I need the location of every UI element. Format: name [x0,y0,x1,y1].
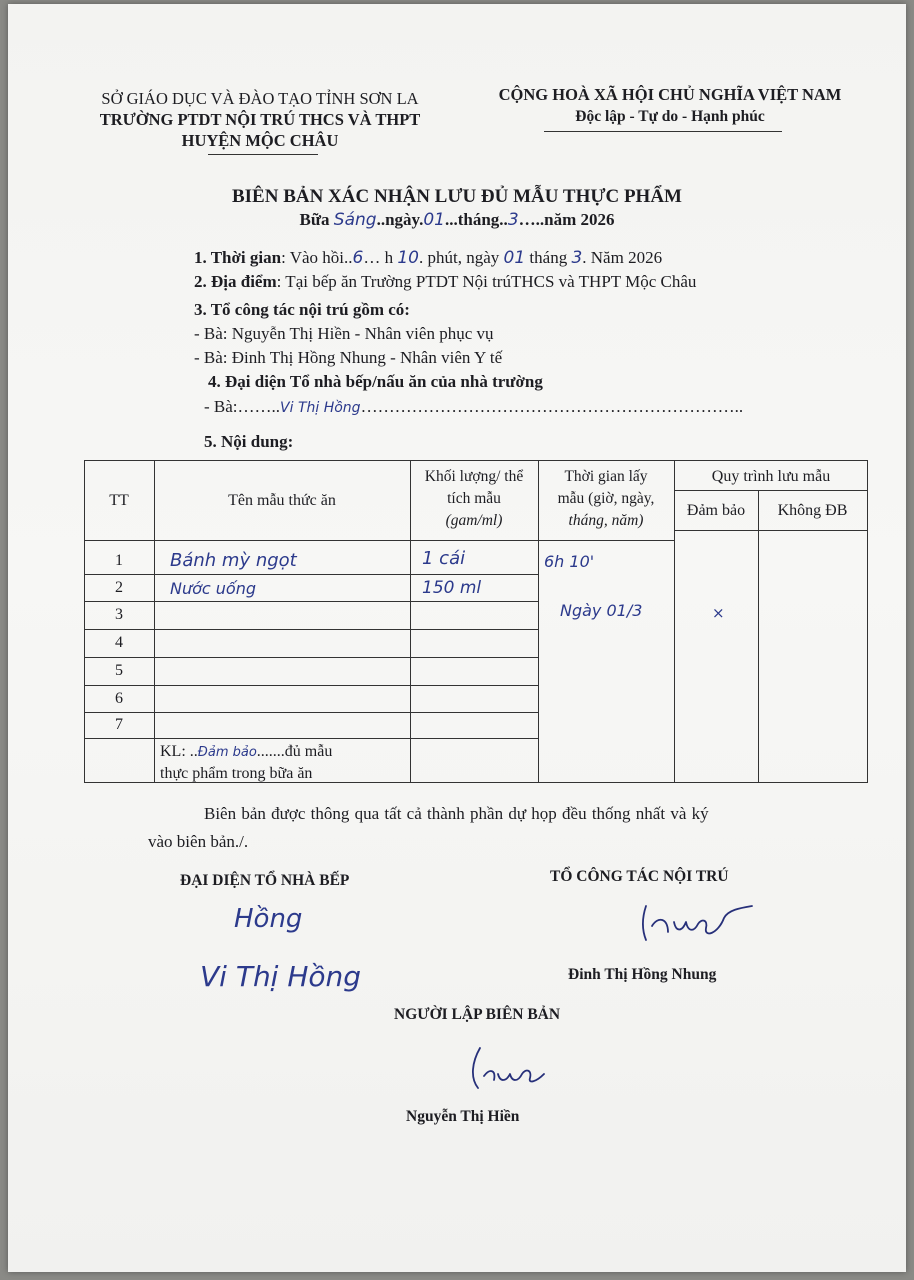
table-line [84,460,868,461]
document-subtitle [8,210,906,230]
hour-value: 6 [352,248,364,268]
row-number: 2 [115,579,123,596]
kitchen-signature-1: Hồng [234,904,303,934]
header-weight-line2: tích mẫu [447,490,501,507]
table-line [84,657,538,658]
time-label: 1. Thời gian [194,248,282,267]
place-label: 2. Địa điểm [194,272,277,291]
team-signer-name: Đinh Thị Hồng Nhung [568,966,717,983]
team-title: TỔ CÔNG TÁC NỘI TRÚ [550,868,729,885]
kitchen-member-prefix: - Bà:…….. [204,397,281,416]
month-prefix: ...tháng.. [444,210,508,229]
meal-value: Sáng [333,210,377,230]
day-value: 01 [423,210,445,230]
district-name: HUYỆN MỘC CHÂU [181,131,339,150]
row-number: 1 [115,552,123,569]
row-number: 3 [115,606,123,623]
header-weight-line3: (gam/ml) [445,512,503,529]
header-ensure: Đảm bảo [686,502,746,519]
table-line [84,540,674,541]
maker-title: NGƯỜI LẬP BIÊN BẢN [394,1006,561,1023]
team-label: 3. Tổ công tác nội trú gồm có: [194,300,410,319]
day-prefix: ..ngày. [376,210,424,229]
motto: Độc lập - Tự do - Hạnh phúc [575,108,765,125]
school-name: TRƯỜNG PTDT NỘI TRÚ THCS VÀ THPT [99,110,421,129]
date-day-value: 01 [503,248,526,268]
country-name: CỘNG HOÀ XÃ HỘI CHỦ NGHĨA VIỆT NAM [498,85,842,104]
food-weight-1: 1 cái [422,548,466,569]
header-weight [410,466,538,532]
header-weight-line1: Khối lượng/ thể [424,468,524,485]
table-line [674,530,868,531]
date-month-value: 3 [571,248,583,268]
time-taken: 6h 10' [544,552,595,571]
maker-signature [464,1044,554,1096]
department-name: SỞ GIÁO DỤC VÀ ĐÀO TẠO TỈNH SƠN LA [101,89,419,108]
closing-line-1: Biên bản được thông qua tất cả thành phần dự họp đều thống nhất và ký [204,804,709,823]
date-taken: Ngày 01/3 [560,601,643,620]
meal-prefix: Bữa [299,210,334,229]
conclusion-line-1 [160,741,332,763]
header-time [538,466,674,532]
table-line [84,574,538,575]
year-suffix: …..năm 2026 [518,210,615,229]
header-time-line3: tháng, năm) [568,512,644,529]
food-name-2: Nước uống [170,579,257,598]
header-tt: TT [109,492,129,509]
header-time-line2: mẫu (giờ, ngày, [557,490,655,507]
table-line [84,629,538,630]
table-line [84,738,538,739]
conclusion-prefix: KL: .. [160,743,198,760]
time-text-1: : Vào hồi.. [281,248,353,267]
header-right [470,84,870,128]
table-line [84,601,538,602]
conclusion-suffix: .......đủ mẫu [256,743,333,760]
team-signature [628,898,758,948]
maker-name: Nguyễn Thị Hiền [406,1108,520,1125]
team-member-2: - Bà: Đinh Thị Hồng Nhung - Nhân viên Y tế [194,348,503,367]
team-member-1: - Bà: Nguyễn Thị Hiền - Nhân viên phục vụ [194,324,494,343]
header-process: Quy trình lưu mẫu [711,468,831,485]
kitchen-label: 4. Đại diện Tổ nhà bếp/nấu ăn của nhà trường [208,372,543,391]
document-title: BIÊN BẢN XÁC NHẬN LƯU ĐỦ MẪU THỰC PHẨM [231,186,682,207]
month-value: 3 [507,210,519,230]
header-not-ensure: Không ĐB [777,502,848,519]
table-line [674,490,868,491]
food-weight-2: 150 ml [422,578,482,598]
kitchen-member-name: Vi Thị Hồng [280,400,361,416]
content-label: 5. Nội dung: [204,432,294,451]
item-place [194,272,696,292]
minute-value: 10 [397,248,419,268]
row-number: 5 [115,662,123,679]
kitchen-member [204,397,743,417]
item-time [194,248,662,268]
header-food-name: Tên mẫu thức ăn [228,492,336,509]
header-time-line1: Thời gian lấy [564,468,648,485]
conclusion [160,741,332,784]
table-line [867,460,868,782]
row-number: 6 [115,690,123,707]
food-name-1: Bánh mỳ ngọt [170,550,297,571]
header-right-underline [544,131,782,132]
row-number: 4 [115,634,123,651]
conclusion-value: Đảm bảo [197,745,257,760]
ensure-mark: × [712,604,725,622]
kitchen-signature-2: Vi Thị Hồng [200,960,362,993]
table-line [84,685,538,686]
time-text-2: … h [363,248,398,267]
table-line [758,490,759,782]
document-page [8,4,906,1272]
kitchen-member-dots: ………………………………………………………….. [360,397,744,416]
time-text-4: tháng [525,248,572,267]
kitchen-rep-title: ĐẠI DIỆN TỔ NHÀ BẾP [180,872,350,889]
time-text-3: . phút, ngày [419,248,504,267]
time-text-5: . Năm 2026 [582,248,663,267]
table-line [84,712,538,713]
conclusion-line-2: thực phẩm trong bữa ăn [160,765,313,782]
header-left [70,88,450,151]
closing-line-2: vào biên bản./. [148,832,249,851]
header-left-underline [208,154,318,155]
row-number: 7 [115,716,123,733]
place-text: : Tại bếp ăn Trường PTDT Nội trúTHCS và THPT Mộc Châu [276,272,697,291]
